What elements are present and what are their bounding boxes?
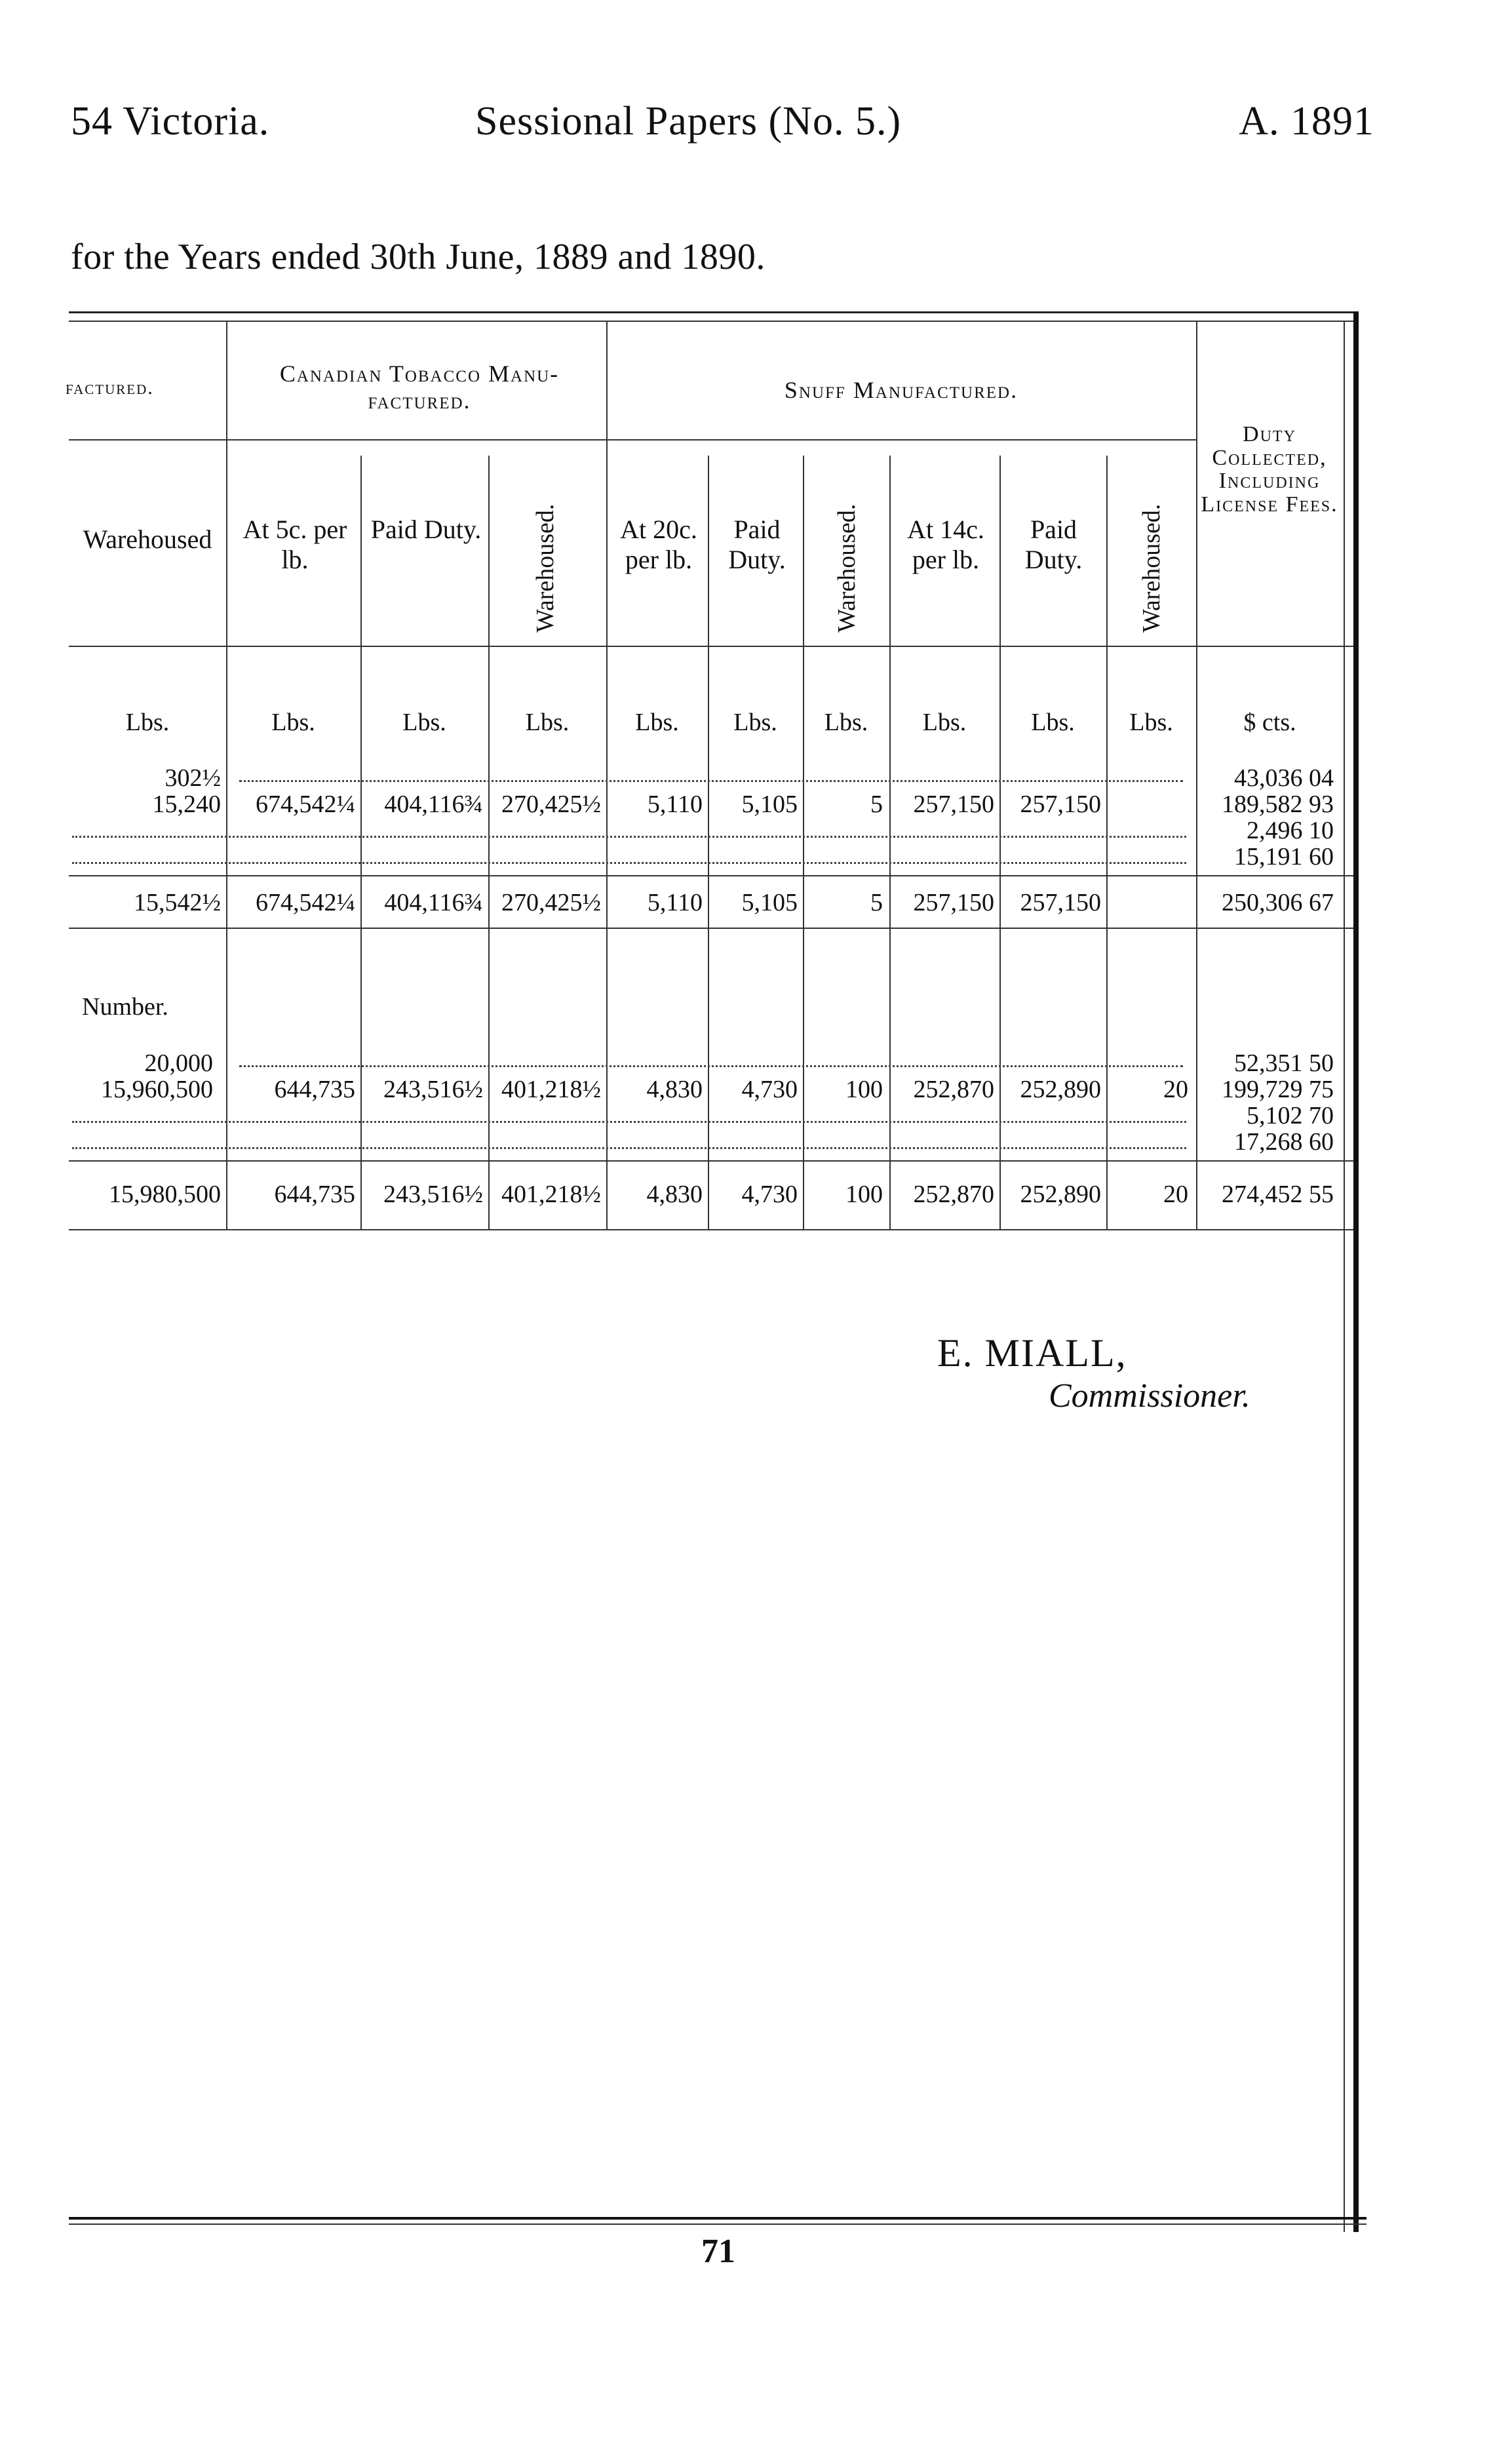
t1-duty: 250,306 67 bbox=[1222, 889, 1334, 916]
s2-wh20c: 100 bbox=[845, 1076, 883, 1103]
rule-bottom-thin bbox=[69, 2224, 1367, 2225]
leader-dots bbox=[72, 836, 1186, 838]
unit-lbs: Lbs. bbox=[824, 709, 868, 736]
s1-at20c: 5,110 bbox=[647, 791, 703, 818]
col-paid-duty-20c: Paid Duty. bbox=[728, 515, 786, 574]
s2-wh5c: 401,218½ bbox=[501, 1076, 601, 1103]
running-head-right: A. 1891 bbox=[1239, 99, 1374, 144]
s2-duty-4: 17,268 60 bbox=[1234, 1128, 1334, 1156]
s2-at5c: 644,735 bbox=[274, 1076, 355, 1103]
rule-total2-bottom bbox=[69, 1229, 1353, 1230]
col-paid-duty-14c: Paid Duty. bbox=[1024, 515, 1083, 574]
s2-at20c: 4,830 bbox=[646, 1076, 703, 1103]
t1-paid5c: 404,116¾ bbox=[384, 889, 483, 916]
leader-dots bbox=[239, 1065, 1183, 1067]
unit-lbs: Lbs. bbox=[733, 709, 777, 736]
s2-wh14c: 20 bbox=[1163, 1076, 1188, 1103]
t1-wh5c: 270,425½ bbox=[501, 889, 601, 916]
s1-paid20c: 5,105 bbox=[741, 791, 798, 818]
t2-at20c: 4,830 bbox=[646, 1181, 703, 1208]
unit-lbs: Lbs. bbox=[635, 709, 679, 736]
s1-duty-4: 15,191 60 bbox=[1234, 843, 1334, 871]
s1-warehoused-2: 15,240 bbox=[152, 791, 221, 818]
unit-dollars-cents: $ cts. bbox=[1243, 709, 1296, 736]
page-number: 71 bbox=[701, 2233, 735, 2270]
s1-paid5c: 404,116¾ bbox=[384, 791, 483, 818]
signature-title: Commissioner. bbox=[1049, 1377, 1250, 1415]
table-subtitle: for the Years ended 30th June, 1889 and 1890. bbox=[71, 237, 766, 277]
rule-top-thin bbox=[69, 321, 1353, 322]
col-warehoused-5c: Warehoused. bbox=[532, 503, 559, 633]
t1-paid20c: 5,105 bbox=[741, 889, 798, 916]
s1-wh5c: 270,425½ bbox=[501, 791, 601, 818]
rule-total1-bottom bbox=[69, 928, 1353, 929]
statistics-table bbox=[66, 311, 1353, 1208]
col-rule bbox=[999, 456, 1001, 1229]
rule-total1-top bbox=[69, 875, 1353, 876]
t2-at5c: 644,735 bbox=[274, 1181, 355, 1208]
t2-paid5c: 243,516½ bbox=[383, 1181, 483, 1208]
rule-total2-top bbox=[69, 1160, 1353, 1162]
s1-duty-2: 189,582 93 bbox=[1222, 791, 1334, 818]
col-at-14c: At 14c. per lb. bbox=[907, 515, 984, 574]
header-duty-collected: Duty Collected, Including License Fees. bbox=[1201, 422, 1338, 517]
col-paid-duty-5c: Paid Duty. bbox=[370, 515, 482, 544]
leader-dots bbox=[72, 1147, 1186, 1149]
s2-number-label: Number. bbox=[82, 993, 168, 1021]
t1-at14c: 257,150 bbox=[913, 889, 994, 916]
col-at-5c: At 5c. per lb. bbox=[242, 515, 347, 574]
t1-warehoused: 15,542½ bbox=[134, 889, 221, 916]
rule-top bbox=[69, 311, 1353, 313]
t2-duty: 274,452 55 bbox=[1222, 1181, 1334, 1208]
leader-dots bbox=[72, 862, 1186, 864]
t2-wh5c: 401,218½ bbox=[501, 1181, 601, 1208]
s1-wh20c: 5 bbox=[870, 791, 883, 818]
s2-at14c: 252,870 bbox=[913, 1076, 994, 1103]
t2-wh20c: 100 bbox=[845, 1181, 883, 1208]
s2-paid20c: 4,730 bbox=[741, 1076, 798, 1103]
s2-warehoused-1: 20,000 bbox=[144, 1049, 213, 1077]
s1-duty-3: 2,496 10 bbox=[1247, 817, 1334, 844]
header-snuff: Snuff Manufactured. bbox=[784, 377, 1018, 403]
unit-lbs: Lbs. bbox=[1129, 709, 1173, 736]
col-rule bbox=[708, 456, 709, 1229]
unit-lbs: Lbs. bbox=[525, 709, 570, 736]
rule-group-header bbox=[69, 439, 1196, 441]
t1-wh20c: 5 bbox=[870, 889, 883, 916]
rule-bottom bbox=[69, 2217, 1367, 2220]
s2-paid5c: 243,516½ bbox=[383, 1076, 483, 1103]
unit-lbs: Lbs. bbox=[1031, 709, 1075, 736]
col-rule bbox=[803, 456, 804, 1229]
t1-paid14c: 257,150 bbox=[1020, 889, 1101, 916]
t2-at14c: 252,870 bbox=[913, 1181, 994, 1208]
col-rule bbox=[488, 456, 490, 1229]
header-factured: factured. bbox=[66, 377, 154, 399]
col-rule bbox=[889, 456, 891, 1229]
frame-right bbox=[1353, 311, 1359, 2232]
s1-paid14c: 257,150 bbox=[1020, 791, 1101, 818]
col-warehoused-20c: Warehoused. bbox=[833, 503, 861, 633]
running-head-center: Sessional Papers (No. 5.) bbox=[475, 99, 902, 144]
leader-dots bbox=[239, 780, 1183, 782]
s2-warehoused-2: 15,960,500 bbox=[101, 1076, 213, 1103]
header-canadian-tobacco: Canadian Tobacco Manu-factured. bbox=[279, 361, 560, 414]
t2-paid20c: 4,730 bbox=[741, 1181, 798, 1208]
col-at-20c: At 20c. per lb. bbox=[620, 515, 697, 574]
col-warehoused-prev: Warehoused bbox=[83, 524, 212, 554]
t2-warehoused: 15,980,500 bbox=[109, 1181, 221, 1208]
s1-warehoused-1: 302½ bbox=[165, 764, 221, 792]
col-rule bbox=[1106, 456, 1108, 1229]
col-rule bbox=[360, 456, 362, 1229]
s2-duty-2: 199,729 75 bbox=[1222, 1076, 1334, 1103]
unit-lbs: Lbs. bbox=[271, 709, 315, 736]
running-head-left: 54 Victoria. bbox=[71, 99, 270, 144]
t2-wh14c: 20 bbox=[1163, 1181, 1188, 1208]
s1-at5c: 674,542¼ bbox=[256, 791, 355, 818]
s1-duty-1: 43,036 04 bbox=[1234, 764, 1334, 792]
rule-col-header bbox=[69, 646, 1353, 647]
s1-at14c: 257,150 bbox=[913, 791, 994, 818]
frame-right-inner bbox=[1344, 321, 1345, 2232]
leader-dots bbox=[72, 1121, 1186, 1123]
unit-lbs: Lbs. bbox=[402, 709, 446, 736]
s2-duty-1: 52,351 50 bbox=[1234, 1049, 1334, 1077]
s2-paid14c: 252,890 bbox=[1020, 1076, 1101, 1103]
s2-duty-3: 5,102 70 bbox=[1247, 1102, 1334, 1129]
unit-lbs: Lbs. bbox=[125, 709, 170, 736]
t1-at5c: 674,542¼ bbox=[256, 889, 355, 916]
col-warehoused-14c: Warehoused. bbox=[1138, 503, 1165, 633]
t1-at20c: 5,110 bbox=[647, 889, 703, 916]
t2-paid14c: 252,890 bbox=[1020, 1181, 1101, 1208]
unit-lbs: Lbs. bbox=[922, 709, 967, 736]
signature-name: E. MIALL, bbox=[937, 1331, 1127, 1375]
